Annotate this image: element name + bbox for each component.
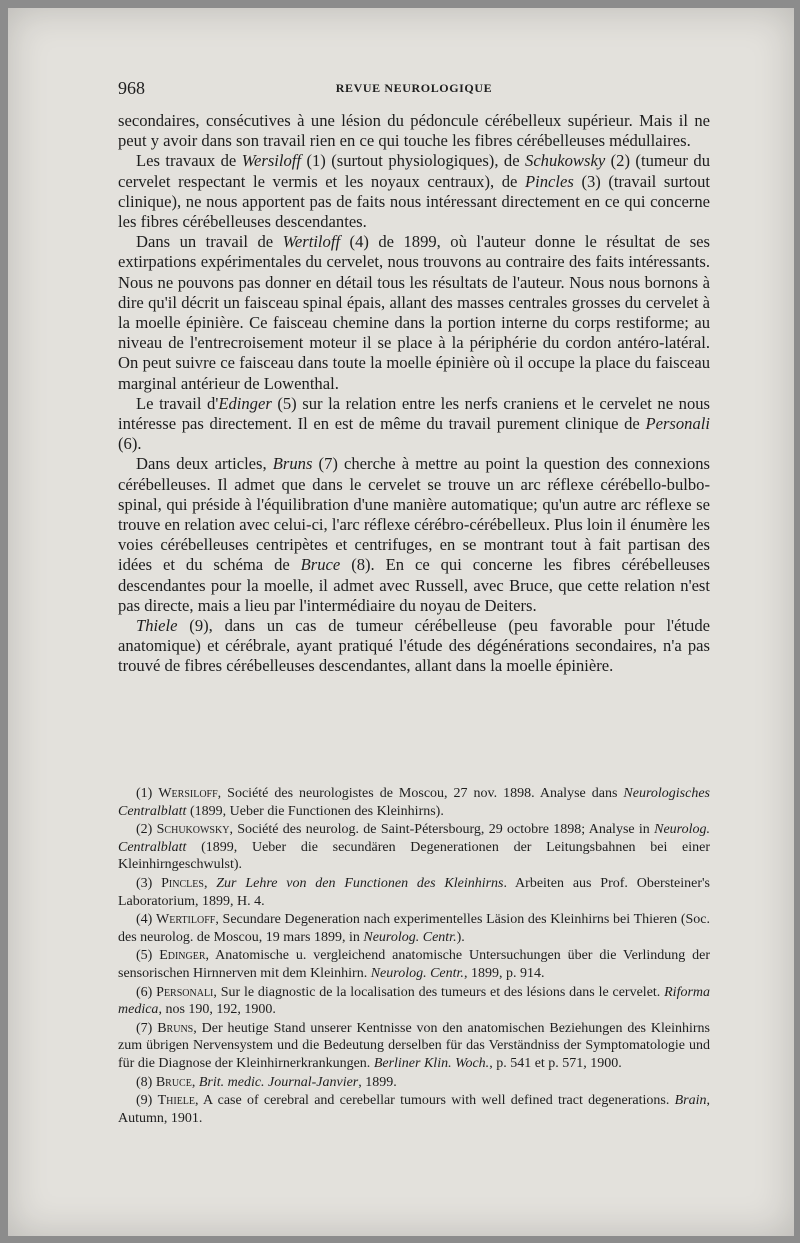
footnote-author: Bruns [157, 1020, 194, 1036]
text-run: Dans deux articles, [136, 454, 273, 474]
author-name: Wersiloff [241, 151, 302, 171]
paragraph-2 [118, 151, 710, 232]
footnote-7 [118, 1020, 710, 1073]
paragraph-4 [118, 394, 710, 455]
author-name: Pincles [525, 171, 574, 191]
text-run: , Anatomische u. vergleichend anatomische Untersuchungen über die Verlindung der sensorischen Hirnnerven mit dem Kleinhirn. [118, 948, 711, 981]
text-run: , Autumn, 1901. [118, 1093, 711, 1126]
footnote-author: Thiele [157, 1093, 196, 1109]
footnote-2 [118, 821, 710, 874]
text-run: , Société des neurolog. de Saint-Pétersbourg, 29 octobre 1898; Analyse in [229, 822, 655, 838]
footnote-journal: Neurolog. Centr. [363, 929, 457, 945]
paragraph-1: secondaires, consécutives à une lésion du pédoncule cérébelleux supérieur. Mais il ne peut y avoir dans son travail rien en ce qui touche les fibres cérébelleuses médullaires. [118, 111, 710, 151]
author-name: Schukowsky [525, 151, 606, 171]
footnotes [118, 785, 710, 1128]
text-run: Les travaux de [136, 151, 242, 171]
text-run: , [203, 875, 217, 891]
text-run: , [191, 1074, 199, 1090]
footnote-journal: Berliner Klin. Woch. [373, 1055, 490, 1071]
footnote-6 [118, 984, 710, 1019]
author-name: Bruns [272, 454, 313, 474]
text-run: (1899, Ueber die Functionen des Kleinhirns). [186, 803, 444, 819]
footnote-number: (6) [136, 984, 157, 1000]
footnote-journal: Neurologisches Centralblatt [118, 786, 710, 819]
page-number: 968 [118, 78, 145, 98]
footnote-journal: Riforma medica [118, 984, 711, 1018]
author-name: Bruce [300, 555, 341, 575]
footnote-3 [118, 875, 710, 910]
text-run: , Der heutige Stand unserer Kentnisse von den anatomischen Beziehungen des Kleinhirns zum übrigen Nervensystem und die Bedeutung derselben für das Verständniss der Symptomatologie und für die Diagnose der Kleinhirnerkrankungen. [118, 1020, 710, 1071]
paragraph-6 [118, 616, 710, 677]
text-run: (7) cherche à mettre au point la question des connexions cérébelleuses. Il admet que dans le cervelet se trouve un arc réflexe cérébello-bulbo-spinal, qui préside à l'équilibration d'une manière automatique; qu'un autre arc réflexe se trouve en relation avec celui-ci, l'arc réflexe cérébro-cérébelleux. Plus loin il énumère les voies cérébelleuses centripètes et centrifuges, en se montrant tout à fait partisan des idées et du schéma de [118, 454, 710, 575]
text-run: , Secundare Degeneration nach experimentelles Läsion des Kleinhirns bei Thieren (Soc. des neurolog. de Moscou, 19 mars 1899, in [118, 912, 710, 945]
footnote-author: Personali [156, 984, 214, 1000]
page-sheet [8, 8, 794, 1236]
text-run: , 1899. [358, 1074, 397, 1090]
footnote-journal: Zur Lehre von den Functionen des Kleinhirns [216, 875, 504, 891]
text-run: (1) (surtout physiologiques), de [301, 151, 526, 171]
footnote-number: (4) [136, 912, 157, 928]
footnote-author: Schukowsky [156, 822, 230, 838]
text-run: , A case of cerebral and cerebellar tumours with well defined tract degenerations. [195, 1093, 675, 1109]
text-run: , Société des neurologistes de Moscou, 27 nov. 1898. Analyse dans [217, 786, 624, 801]
text-run: (3) (travail surtout clinique), ne nous apportent pas de faits nous intéressant directement en ce qui concerne les fibres cérébelleuses descendantes. [118, 171, 710, 232]
footnote-number: (9) [136, 1093, 158, 1109]
text-run: (9), dans un cas de tumeur cérébelleuse (peu favorable pour l'étude anatomique) et cérébrale, ayant pratiqué l'étude des dégénérations secondaires, n'a pas trouvé de fibres cérébelleuses descendantes, allant dans la moelle épinière. [118, 616, 710, 676]
text-run: , 1899, p. 914. [463, 965, 545, 981]
author-name: Thiele [136, 616, 178, 636]
paragraph-3 [118, 232, 710, 394]
footnote-journal: Brit. medic. Journal-Janvier [198, 1074, 359, 1090]
footnote-number: (5) [136, 948, 160, 964]
paragraph-5 [118, 454, 710, 616]
footnote-number: (2) [136, 822, 157, 838]
text-run: , p. 541 et p. 571, 1900. [489, 1055, 622, 1071]
footnote-journal: Neurolog. Centr. [370, 965, 464, 981]
footnote-journal: Brain [674, 1093, 707, 1109]
text-run: (6). [118, 434, 142, 454]
author-name: Edinger [218, 393, 272, 413]
footnote-8 [118, 1074, 710, 1092]
text-run: , nos 190, 192, 1900. [158, 1002, 276, 1018]
text-run: Dans un travail de [136, 232, 283, 252]
footnote-4 [118, 911, 710, 946]
footnote-5 [118, 947, 710, 982]
footnote-1 [118, 785, 710, 820]
footnote-number: (1) [136, 786, 159, 801]
author-name: Wertiloff [282, 232, 341, 252]
body-text [118, 111, 710, 677]
footnote-number: (7) [136, 1020, 158, 1036]
text-run: (2) (tumeur du cervelet respectant le vermis et les noyaux centraux), de [118, 151, 710, 191]
text-run: Le travail d' [136, 393, 219, 413]
footnote-author: Pincles [161, 875, 204, 891]
text-run: (1899, Ueber die secundären Degenerationen der Leitungsbahnen bei einer Kleinhirngeschwulst). [118, 839, 710, 873]
footnote-number: (3) [136, 875, 162, 891]
text-run: (4) de 1899, où l'auteur donne le résultat de ses extirpations expérimentales du cervelet, nous trouvons au contraire des faits intéressants. Nous ne pouvons pas donner en détail tous les résultats de l'auteur. Nous nous bornons à dire qu'il décrit un faisceau spinal épais, allant des masses centrales grosses du cervelet à la moelle épinière. Ce faisceau chemine dans la portion interne du corps restiforme; au niveau de l'entrecroisement moteur il se place à la périphérie du cordon antéro-latéral. On peut suivre ce faisceau dans toute la moelle épinière où il occupe la place du faisceau marginal antérieur de Lowenthal. [118, 232, 710, 393]
footnote-author: Edinger [159, 948, 206, 964]
running-title: REVUE NEUROLOGIQUE [335, 81, 493, 95]
author-name: Personali [645, 414, 710, 434]
text-run: , Sur le diagnostic de la localisation des tumeurs et des lésions dans le cervelet. [213, 984, 665, 1000]
text-run: . Arbeiten aus Prof. Obersteiner's Laboratorium, 1899, H. 4. [118, 875, 711, 909]
footnote-author: Wersiloff [158, 786, 218, 801]
footnote-author: Bruce [155, 1074, 192, 1090]
footnote-9 [118, 1092, 710, 1127]
footnote-journal: Neurolog. Centralblatt [118, 822, 710, 855]
page-header [118, 78, 710, 102]
footnote-number: (8) [136, 1074, 156, 1090]
footnote-author: Wertiloff [156, 912, 216, 928]
text-run: ). [456, 929, 465, 945]
text-run: (5) sur la relation entre les nerfs craniens et le cervelet ne nous intéresse pas directement. Il en est de même du travail purement clinique de [118, 393, 710, 434]
text-run: (8). En ce qui concerne les fibres cérébelleuses descendantes pour la moelle, il admet avec Russell, avec Bruce, que cette relation n'est pas directe, mais a lieu par l'intermédiaire du noyau de Deiters. [118, 555, 710, 615]
